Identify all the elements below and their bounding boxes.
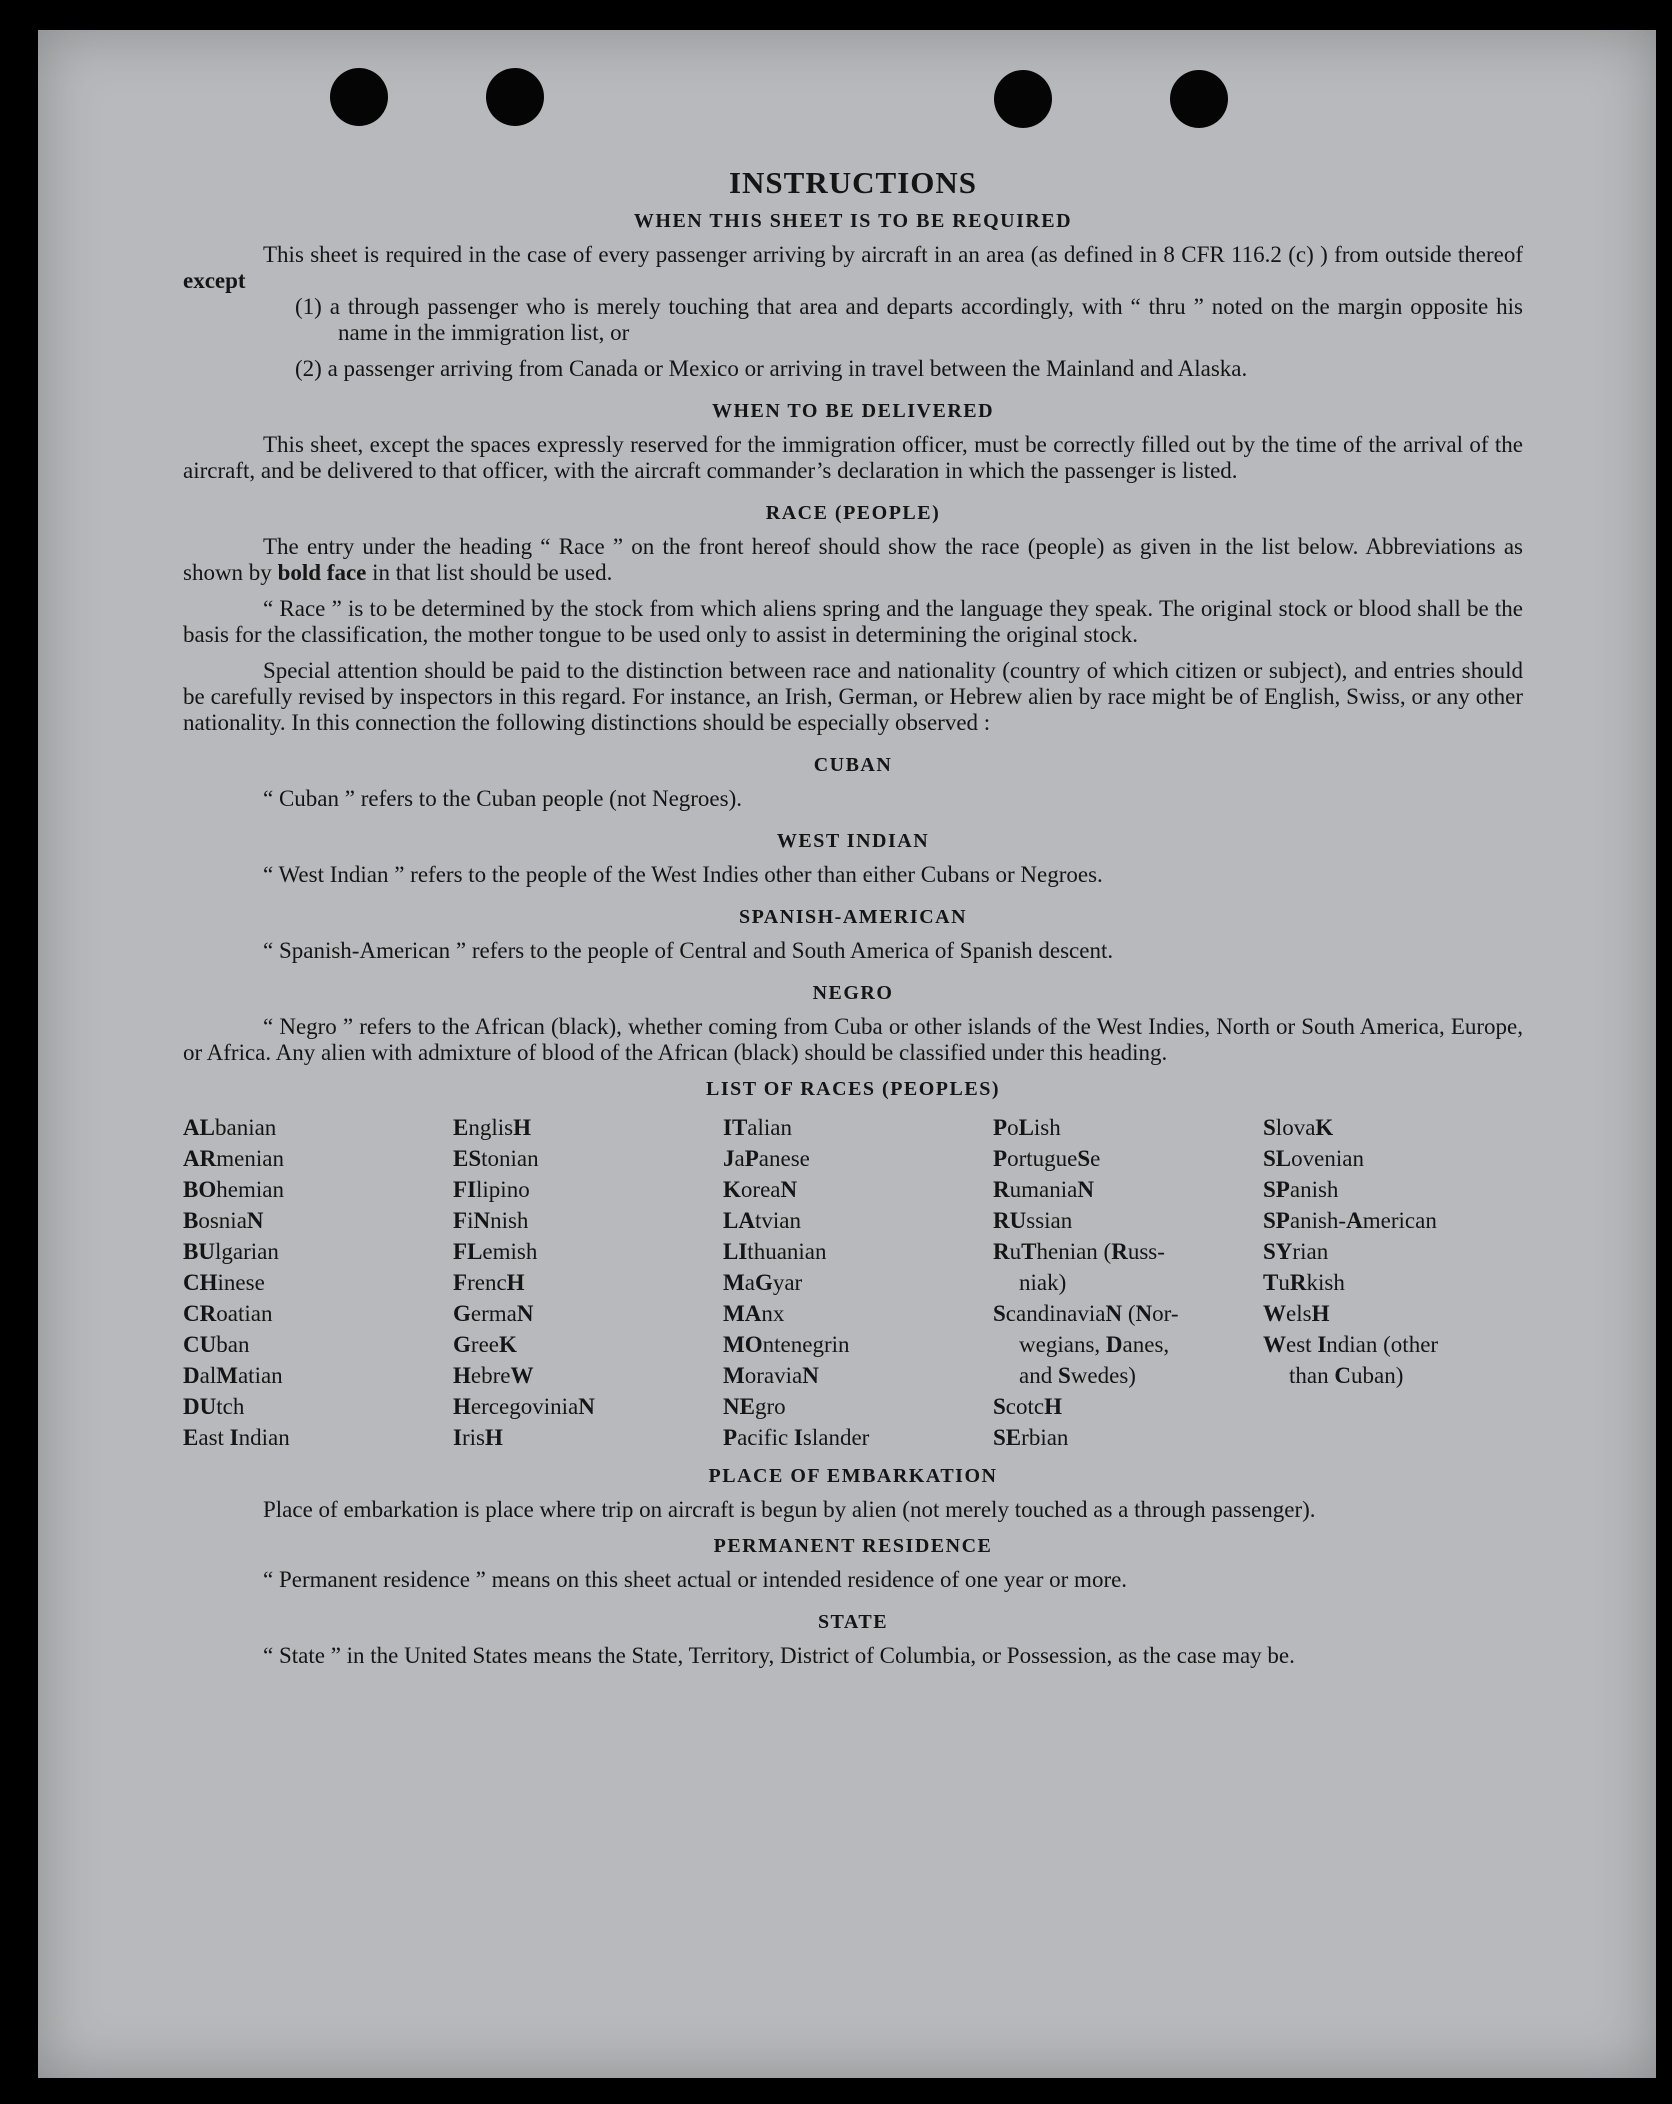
- race-p1-text-end: in that list should be used.: [366, 560, 613, 585]
- race-entry: GreeK: [453, 1332, 517, 1357]
- race-entry: BUlgarian: [183, 1239, 279, 1264]
- race-entry: BOhemian: [183, 1177, 284, 1202]
- instructions-content: [183, 165, 1523, 1669]
- race-entry: SPanish: [1263, 1177, 1339, 1202]
- exception-text: a passenger arriving from Canada or Mexico or arriving in travel between the Mainland and Alaska.: [321, 356, 1248, 381]
- page-title: INSTRUCTIONS: [728, 165, 977, 200]
- punch-hole: [1170, 70, 1228, 128]
- race-entry: MaGyar: [723, 1270, 803, 1295]
- race-entry: East Indian: [183, 1425, 290, 1450]
- races-column: [1263, 1112, 1523, 1453]
- race-entry: KoreaN: [723, 1177, 798, 1202]
- embarkation-text: Place of embarkation is place where trip on aircraft is begun by alien (not merely touched as a through passenger).: [263, 1497, 1316, 1522]
- race-entry: niak): [1019, 1270, 1067, 1295]
- race-entry: ScandinaviaN (Nor-: [993, 1301, 1179, 1326]
- race-entry: SPanish-American: [1263, 1208, 1437, 1233]
- races-column: [993, 1112, 1253, 1453]
- exception-item: [295, 356, 1523, 382]
- race-entry: DUtch: [183, 1394, 245, 1419]
- race-entry: FiNnish: [453, 1208, 529, 1233]
- races-column: [453, 1112, 713, 1453]
- section-heading-cuban: CUBAN: [813, 754, 893, 776]
- race-entry: ARmenian: [183, 1146, 284, 1171]
- race-entry: DalMatian: [183, 1363, 283, 1388]
- when-delivered-text: This sheet, except the spaces expressly reserved for the immigration officer, must be correctly filled out by the time of the arrival of the aircraft, and be delivered to that officer, with the aircraft commander’s declaration in which the passenger is listed.: [183, 432, 1523, 483]
- exception-text: a through passenger who is merely touching that area and departs accordingly, with “ thru ” noted on the margin opposite his name in the immigration list, or: [321, 294, 1523, 345]
- race-entry: RuThenian (Russ-: [993, 1239, 1165, 1264]
- race-entry: than Cuban): [1289, 1363, 1404, 1388]
- race-entry: HebreW: [453, 1363, 534, 1388]
- race-paragraph: [183, 534, 1523, 586]
- section-heading-race: RACE (PEOPLE): [765, 502, 941, 524]
- section-heading-embarkation: PLACE OF EMBARKATION: [708, 1465, 998, 1487]
- race-entry: wegians, Danes,: [1019, 1332, 1170, 1357]
- negro-text: “ Negro ” refers to the African (black), whether coming from Cuba or other islands of the West Indies, North or South America, Europe, or Africa. Any alien with admixture of blood of the African (black) should be classified under this heading.: [183, 1014, 1523, 1065]
- section-heading-when-required: WHEN THIS SHEET IS TO BE REQUIRED: [633, 210, 1073, 232]
- race-entry: MOntenegrin: [723, 1332, 850, 1357]
- exception-item: [295, 294, 1523, 346]
- race-entry: EStonian: [453, 1146, 539, 1171]
- when-required-except: except: [183, 268, 246, 293]
- section-heading-list-of-races: LIST OF RACES (PEOPLES): [705, 1078, 1000, 1100]
- section-heading-negro: NEGRO: [812, 982, 894, 1004]
- section-heading-west-indian: WEST INDIAN: [776, 830, 930, 852]
- when-required-intro: This sheet is required in the case of every passenger arriving by aircraft in an area (as defined in 8 CFR 116.2 (c) ) from outside thereof: [263, 242, 1523, 267]
- exception-number: (2): [295, 356, 322, 381]
- race-entry: LAtvian: [723, 1208, 801, 1233]
- race-entry: Pacific Islander: [723, 1425, 870, 1450]
- exception-number: (1): [295, 294, 322, 319]
- west-indian-text: “ West Indian ” refers to the people of the West Indies other than either Cubans or Negroes.: [263, 862, 1103, 887]
- section-heading-state: STATE: [817, 1611, 889, 1633]
- race-entry: IrisH: [453, 1425, 503, 1450]
- races-column: [183, 1112, 443, 1453]
- races-table: [183, 1112, 1523, 1453]
- race-entry: PortugueSe: [993, 1146, 1101, 1171]
- race-entry: RUssian: [993, 1208, 1073, 1233]
- race-entry: ScotcH: [993, 1394, 1063, 1419]
- race-paragraph: “ Race ” is to be determined by the stock from which aliens spring and the language they speak. The original stock or blood shall be the basis for the classification, the mother tongue to be used only to assist in determining the original stock.: [183, 596, 1523, 647]
- race-entry: EnglisH: [453, 1115, 531, 1140]
- when-required-text: [183, 242, 1523, 294]
- section-heading-spanish-american: SPANISH-AMERICAN: [738, 906, 968, 928]
- race-entry: RumaniaN: [993, 1177, 1094, 1202]
- race-entry: CRoatian: [183, 1301, 273, 1326]
- race-entry: ITalian: [723, 1115, 793, 1140]
- race-entry: LIthuanian: [723, 1239, 827, 1264]
- race-entry: FrencH: [453, 1270, 525, 1295]
- race-entry: SErbian: [993, 1425, 1069, 1450]
- state-text: “ State ” in the United States means the State, Territory, District of Columbia, or Possession, as the case may be.: [263, 1643, 1295, 1668]
- document-page: [38, 30, 1656, 2078]
- race-entry: CHinese: [183, 1270, 265, 1295]
- race-entry: MoraviaN: [723, 1363, 819, 1388]
- spanish-american-text: “ Spanish-American ” refers to the people of Central and South America of Spanish descent.: [263, 938, 1114, 963]
- race-entry: PoLish: [993, 1115, 1061, 1140]
- race-entry: JaPanese: [723, 1146, 810, 1171]
- race-entry: SLovenian: [1263, 1146, 1364, 1171]
- residence-text: “ Permanent residence ” means on this sheet actual or intended residence of one year or more.: [263, 1567, 1128, 1592]
- race-entry: ALbanian: [183, 1115, 277, 1140]
- race-entry: GermaN: [453, 1301, 534, 1326]
- punch-hole: [330, 68, 388, 126]
- section-heading-when-delivered: WHEN TO BE DELIVERED: [711, 400, 995, 422]
- race-entry: FLemish: [453, 1239, 538, 1264]
- punch-hole: [486, 68, 544, 126]
- race-entry: BosniaN: [183, 1208, 264, 1233]
- section-heading-residence: PERMANENT RESIDENCE: [713, 1535, 993, 1557]
- race-entry: TuRkish: [1263, 1270, 1345, 1295]
- race-entry: West Indian (other: [1263, 1332, 1439, 1357]
- race-entry: NEgro: [723, 1394, 786, 1419]
- race-p1-bold: bold face: [277, 560, 367, 585]
- cuban-text: “ Cuban ” refers to the Cuban people (not Negroes).: [263, 786, 743, 811]
- race-entry: CUban: [183, 1332, 250, 1357]
- race-entry: SYrian: [1263, 1239, 1329, 1264]
- races-column: [723, 1112, 983, 1453]
- race-entry: HercegoviniaN: [453, 1394, 595, 1419]
- race-entry: FIlipino: [453, 1177, 530, 1202]
- race-entry: SlovaK: [1263, 1115, 1334, 1140]
- race-paragraph: Special attention should be paid to the distinction between race and nationality (country of which citizen or subject), and entries should be carefully revised by inspectors in this regard. For instance, an Irish, German, or Hebrew alien by race might be of English, Swiss, or any other nationality. In this connection the following distinctions should be especially observed :: [183, 658, 1523, 735]
- race-entry: and Swedes): [1019, 1363, 1136, 1388]
- race-entry: WelsH: [1263, 1301, 1330, 1326]
- race-p1-text: The entry under the heading “ Race ” on the front hereof should show the race (people) as given in the list below. Abbreviations as shown by: [183, 534, 1523, 585]
- race-entry: MAnx: [723, 1301, 785, 1326]
- punch-hole: [994, 70, 1052, 128]
